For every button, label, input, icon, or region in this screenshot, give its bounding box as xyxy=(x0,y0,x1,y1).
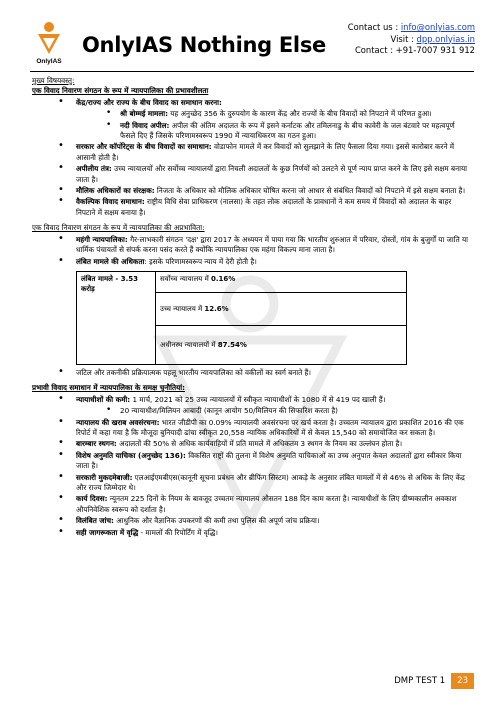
onlyias-logo xyxy=(32,20,66,66)
list-item: • न्यायालय की खराब अवसंरचना: भारत जीडीपी का 0.09% न्यायालयी अवसंरचना पर खर्च करता है। उच्चतम न्यायालय द्वारा प्रकाशित 2016 की एक रिपोर्ट में कहा गया है कि मौजूदा बुनियादी ढांचा स्वीकृत 20,558 न्यायिक अधिकारियों में से केवल 15,540 को समायोजित कर सकता है। xyxy=(32,418,472,439)
list-item: • जटिल और तकनीकी प्रक्रियात्मक पहलू भारतीय न्यायपालिका को वकीलों का स्वर्ग बनाते हैं। xyxy=(32,368,472,378)
list-item: • केंद्र/राज्य और राज्य के बीच विवाद का समाधान करना: xyxy=(32,98,472,108)
test-label: DMP TEST 1 xyxy=(394,676,446,686)
visit-label: Visit : xyxy=(390,33,417,44)
list-item: • न्यायाधीशों की कमी: 1 मार्च, 2021 को 25 उच्च न्यायालयों में स्वीकृत न्यायाधीशों के 1080 में से 419 पद खाली हैं। xyxy=(32,395,472,405)
section-3-list xyxy=(32,395,472,538)
header-divider xyxy=(30,71,474,72)
list-item: • लंबित मामले की अधिकता: इसके परिणामस्वरूप न्याय में देरी होती है। xyxy=(32,257,472,267)
list-item: • विशेष अनुमति याचिका (अनुच्छेद 136): विकसित राष्ट्रों की तुलना में विशेष अनुमति याचिकाओं का उच्च अनुपात केवल अदालतों द्वारा स्वीकार किया जाता है। xyxy=(32,451,472,472)
table-row: अधीनस्थ न्यायालयों में 87.54% xyxy=(156,325,407,364)
brand-title: OnlyIAS Nothing Else xyxy=(82,33,326,57)
list-item: • नदी विवाद अपील: अपील की अंतिम अदालत के रूप में इसने कर्नाटक और तमिलनाडु के बीच कावेरी के जल बंटवारे पर महत्वपूर्ण फैसले दिए हैं जिसके परिणामस्वरूप 1990 में न्यायाधिकरण का गठन हुआ। xyxy=(32,121,472,142)
contact-phone: Contact : +91-7007 931 912 xyxy=(354,45,475,55)
list-item: • 20 न्यायाधीश/मिलियन आबादी (कानून आयोग 50/मिलियन की सिफारिश करता है) xyxy=(32,406,472,416)
table-label-cell: लंबित मामले - 3.53 करोड़ xyxy=(77,271,156,364)
list-item: • विलंबित जांच: आधुनिक और वैज्ञानिक उपकरणों की कमी तथा पुलिस की अपूर्ण जांच प्रक्रिया। xyxy=(32,516,472,526)
main-content xyxy=(32,76,472,538)
section-2-list xyxy=(32,235,472,267)
list-item: • सरकार और कॉर्पोरेट्स के बीच विवादों का समाधान: वोडाफोन मामले में कर विवादों को सुलझाने के लिए फैसला दिया गया। इससे कारोबार करने में आसानी होती है। xyxy=(32,142,472,163)
table-row: सर्वोच्च न्यायालय में 0.16% xyxy=(156,271,407,292)
section-1-title: एक विवाद निवारण संगठन के रूप में न्यायपालिका की प्रभावशीलता xyxy=(32,86,209,96)
list-item: • श्री बोम्मई मामला: यह अनुच्छेद 356 के दुरुपयोग के कारण केंद्र और राज्यों के बीच विवादों को निपटाने में परिणत हुआ। xyxy=(32,109,472,119)
contact-block xyxy=(348,22,475,57)
section-2-list-cont xyxy=(32,368,472,378)
section-2-title: एक विवाद निवारण संगठन के रूप में न्यायपालिका की अप्रभाविता: xyxy=(32,223,205,233)
contact-email-link[interactable]: info@onlyias.com xyxy=(400,22,475,32)
page-footer xyxy=(394,673,474,689)
list-item: • सही जागरूकता में वृद्धि - मामलों की रिपोर्टिंग में वृद्धि। xyxy=(32,528,472,538)
section-1-list xyxy=(32,98,472,218)
list-item: • सरकारी मुकदमेबाजी: एलआईएमबीएस(कानूनी सूचना प्रबंधन और ब्रीफिंग सिस्टम) आकड़े के अनुसार लंबित मामलों में से 46% से अधिक के लिए केंद्र और राज्य जिम्मेदार थे। xyxy=(32,473,472,494)
list-item: • अपीलीय तंत्र: उच्च न्यायालयों और सर्वोच्च न्यायालयों द्वारा निचली अदालतों के कुछ निर्णयों को उलटने से पूर्ण न्याय प्राप्त करने के लिए इसे सक्षम बनाया जाता है। xyxy=(32,164,472,185)
list-item: • बारम्बार स्थगन: अदालतों की 50% से अधिक कार्यवाहियों में प्रति मामले में अधिकतम 3 स्थगन के नियम का उल्लंघन होता है। xyxy=(32,439,472,449)
list-item: • महंगी न्यायपालिका: गैर-लाभकारी संगठन 'दक्ष' द्वारा 2017 के अध्ययन में पाया गया कि भारतीय शुरुआत में परिवार, दोस्तों, गांव के बुजुर्गों या जाति या धार्मिक पंचायतों से संपर्क करना पसंद करते हैं क्योंकि न्यायपालिका एक महंगा विकल्प माना जाता है। xyxy=(32,235,472,256)
pending-cases-table xyxy=(76,271,407,365)
list-item: • वैकल्पिक विवाद समाधान: राष्ट्रीय विधि सेवा प्राधिकरण (नालसा) के तहत लोक अदालतों के प्रावधानों ने कम समय में विवादों को अदालत के बाहर निपटाने में सक्षम बनाया है। xyxy=(32,197,472,218)
visit-url-link[interactable]: dpp.onlyias.in xyxy=(416,33,475,44)
section-3-title: प्रभावी विवाद समाधान में न्यायपालिका के समक्ष चुनौतियां: xyxy=(32,383,185,393)
list-item: • कार्य दिवस: न्यूनतम 225 दिनों के नियम के बावजूद उच्चतम न्यायालय औसतन 188 दिन काम करता है। न्यायाधीशों के लिए ग्रीष्मकालीन अवकाश औपनिवेशिक स्वरूप को दर्शाता है। xyxy=(32,494,472,515)
contact-label: Contact us : xyxy=(347,22,401,32)
logo-text: OnlyIAS xyxy=(36,58,62,65)
main-topic-heading: मुख्य विषयवस्तु: xyxy=(32,76,75,85)
logo-icon xyxy=(32,20,66,66)
page-number: 23 xyxy=(451,673,474,689)
table-row: उच्च न्यायालय में 12.6% xyxy=(156,292,407,325)
list-item: • मौलिक अधिकारों का संरक्षक: निजता के अधिकार को मौलिक अधिकार घोषित करना जो आधार से संबंधित विवादों को निपटाने में इसे सक्षम बनाता है। xyxy=(32,186,472,196)
